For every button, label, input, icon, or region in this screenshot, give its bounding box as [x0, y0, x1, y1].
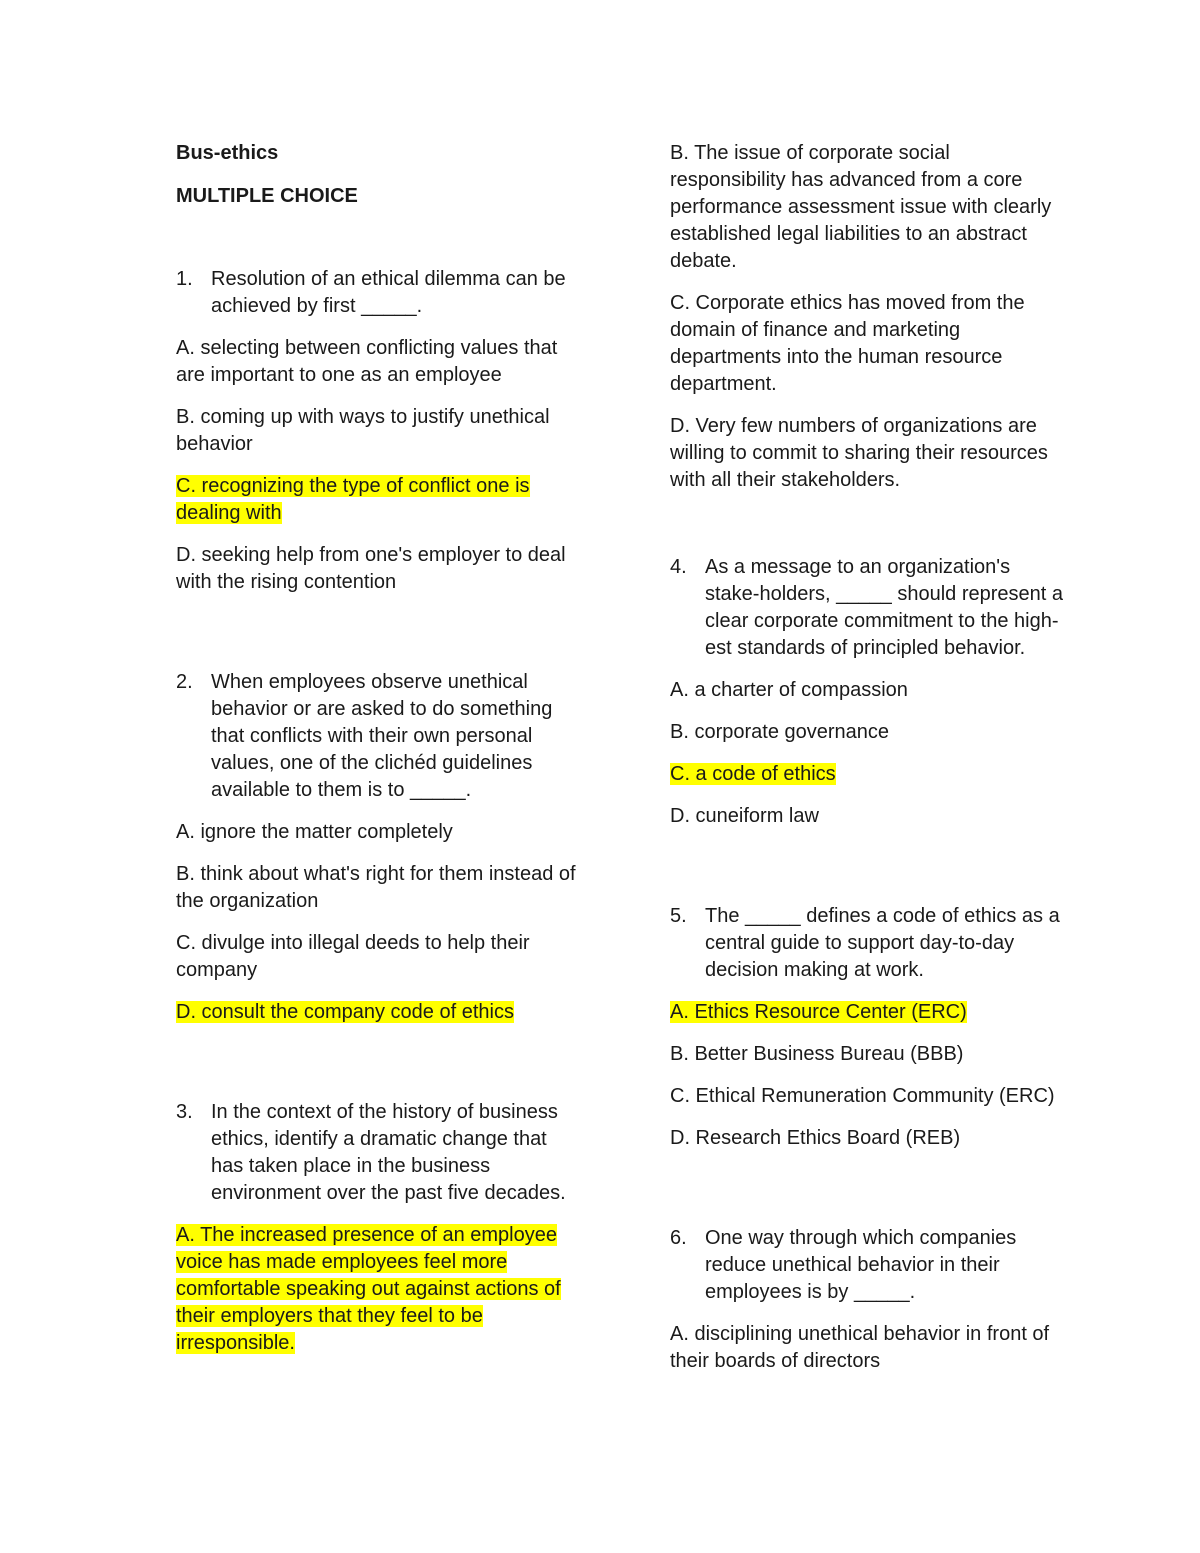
question-5: [670, 903, 1070, 984]
question-number: 3.: [176, 1101, 193, 1123]
question-6: [670, 1225, 1070, 1306]
option-b: [670, 719, 1070, 746]
spacer: [670, 845, 1070, 903]
option-text: D. seeking help from one's employer to deal with the rising contention: [176, 544, 566, 593]
option-b: [176, 861, 576, 915]
question-number: 2.: [176, 671, 193, 693]
option-text: A. a charter of compassion: [670, 679, 908, 701]
question-text: One way through which companies reduce unethical behavior in their employees is by _____.: [705, 1227, 1017, 1303]
right-column: [670, 140, 1070, 1390]
left-column: [176, 140, 576, 1372]
option-d: [670, 803, 1070, 830]
option-a: [176, 819, 576, 846]
question-3: [176, 1099, 576, 1207]
option-d: [670, 1125, 1070, 1152]
option-b: [670, 140, 1070, 275]
question-2: [176, 669, 576, 804]
option-b: [670, 1041, 1070, 1068]
option-d-correct-answer: [176, 999, 576, 1026]
question-text: Resolution of an ethical dilemma can be achieved by first _____.: [211, 268, 566, 317]
option-text: C. divulge into illegal deeds to help their company: [176, 932, 530, 981]
option-text: C. Ethical Remuneration Community (ERC): [670, 1085, 1055, 1107]
option-text: B. corporate governance: [670, 721, 890, 743]
option-text: A. ignore the matter completely: [176, 821, 453, 843]
option-c: [670, 290, 1070, 398]
option-a-correct-answer: [176, 1222, 576, 1357]
option-a: [670, 1321, 1070, 1375]
question-text: The _____ defines a code of ethics as a central guide to support day-to-day decision making at work.: [705, 905, 1060, 981]
option-text: B. think about what's right for them instead of the organization: [176, 863, 576, 912]
spacer: [670, 1167, 1070, 1225]
option-text: A. disciplining unethical behavior in front of their boards of directors: [670, 1323, 1050, 1372]
option-text: D. Research Ethics Board (REB): [670, 1127, 961, 1149]
highlighted-answer-text: A. The increased presence of an employee voice has made employees feel more comfortable speaking out against actions of their employers that they feel to be irresponsible.: [176, 1224, 561, 1354]
option-a: [670, 677, 1070, 704]
highlighted-answer-text: C. a code of ethics: [670, 763, 836, 785]
question-text: When employees observe unethical behavior or are asked to do something that conflicts with their own personal values, one of the clichéd guidelines available to them is to _____.: [211, 671, 553, 801]
option-text: B. The issue of corporate social responsibility has advanced from a core performance assessment issue with clearly established legal liabilities to an abstract debate.: [670, 142, 1052, 272]
highlighted-answer-text: D. consult the company code of ethics: [176, 1001, 514, 1023]
option-text: D. cuneiform law: [670, 805, 819, 827]
option-text: B. Better Business Bureau (BBB): [670, 1043, 964, 1065]
option-a-correct-answer: [670, 999, 1070, 1026]
option-text: B. coming up with ways to justify unethical behavior: [176, 406, 550, 455]
option-c: [670, 1083, 1070, 1110]
option-text: C. Corporate ethics has moved from the domain of finance and marketing departments into the human resource department.: [670, 292, 1025, 395]
spacer: [176, 1041, 576, 1099]
spacer: [670, 509, 1070, 554]
option-d: [176, 542, 576, 596]
option-text: D. Very few numbers of organizations are willing to commit to sharing their resources with all their stakeholders.: [670, 415, 1048, 491]
option-d: [670, 413, 1070, 494]
section-heading: MULTIPLE CHOICE: [176, 185, 358, 207]
option-a: [176, 335, 576, 389]
document-title: Bus-ethics: [176, 142, 279, 164]
question-number: 5.: [670, 905, 687, 927]
option-c: [176, 930, 576, 984]
question-text: As a message to an organization's stake-holders, _____ should represent a clear corporate commitment to the high-est standards of principled behavior.: [705, 556, 1064, 659]
option-c-correct-answer: [176, 473, 576, 527]
option-b: [176, 404, 576, 458]
question-text: In the context of the history of business ethics, identify a dramatic change that has taken place in the business environment over the past five decades.: [211, 1101, 566, 1204]
question-number: 6.: [670, 1227, 687, 1249]
question-number: 1.: [176, 268, 193, 290]
question-number: 4.: [670, 556, 687, 578]
question-4: [670, 554, 1070, 662]
spacer: [176, 611, 576, 669]
highlighted-answer-text: C. recognizing the type of conflict one is dealing with: [176, 475, 530, 524]
question-1: [176, 266, 576, 320]
option-text: A. selecting between conflicting values that are important to one as an employee: [176, 337, 558, 386]
highlighted-answer-text: A. Ethics Resource Center (ERC): [670, 1001, 967, 1023]
option-c-correct-answer: [670, 761, 1070, 788]
